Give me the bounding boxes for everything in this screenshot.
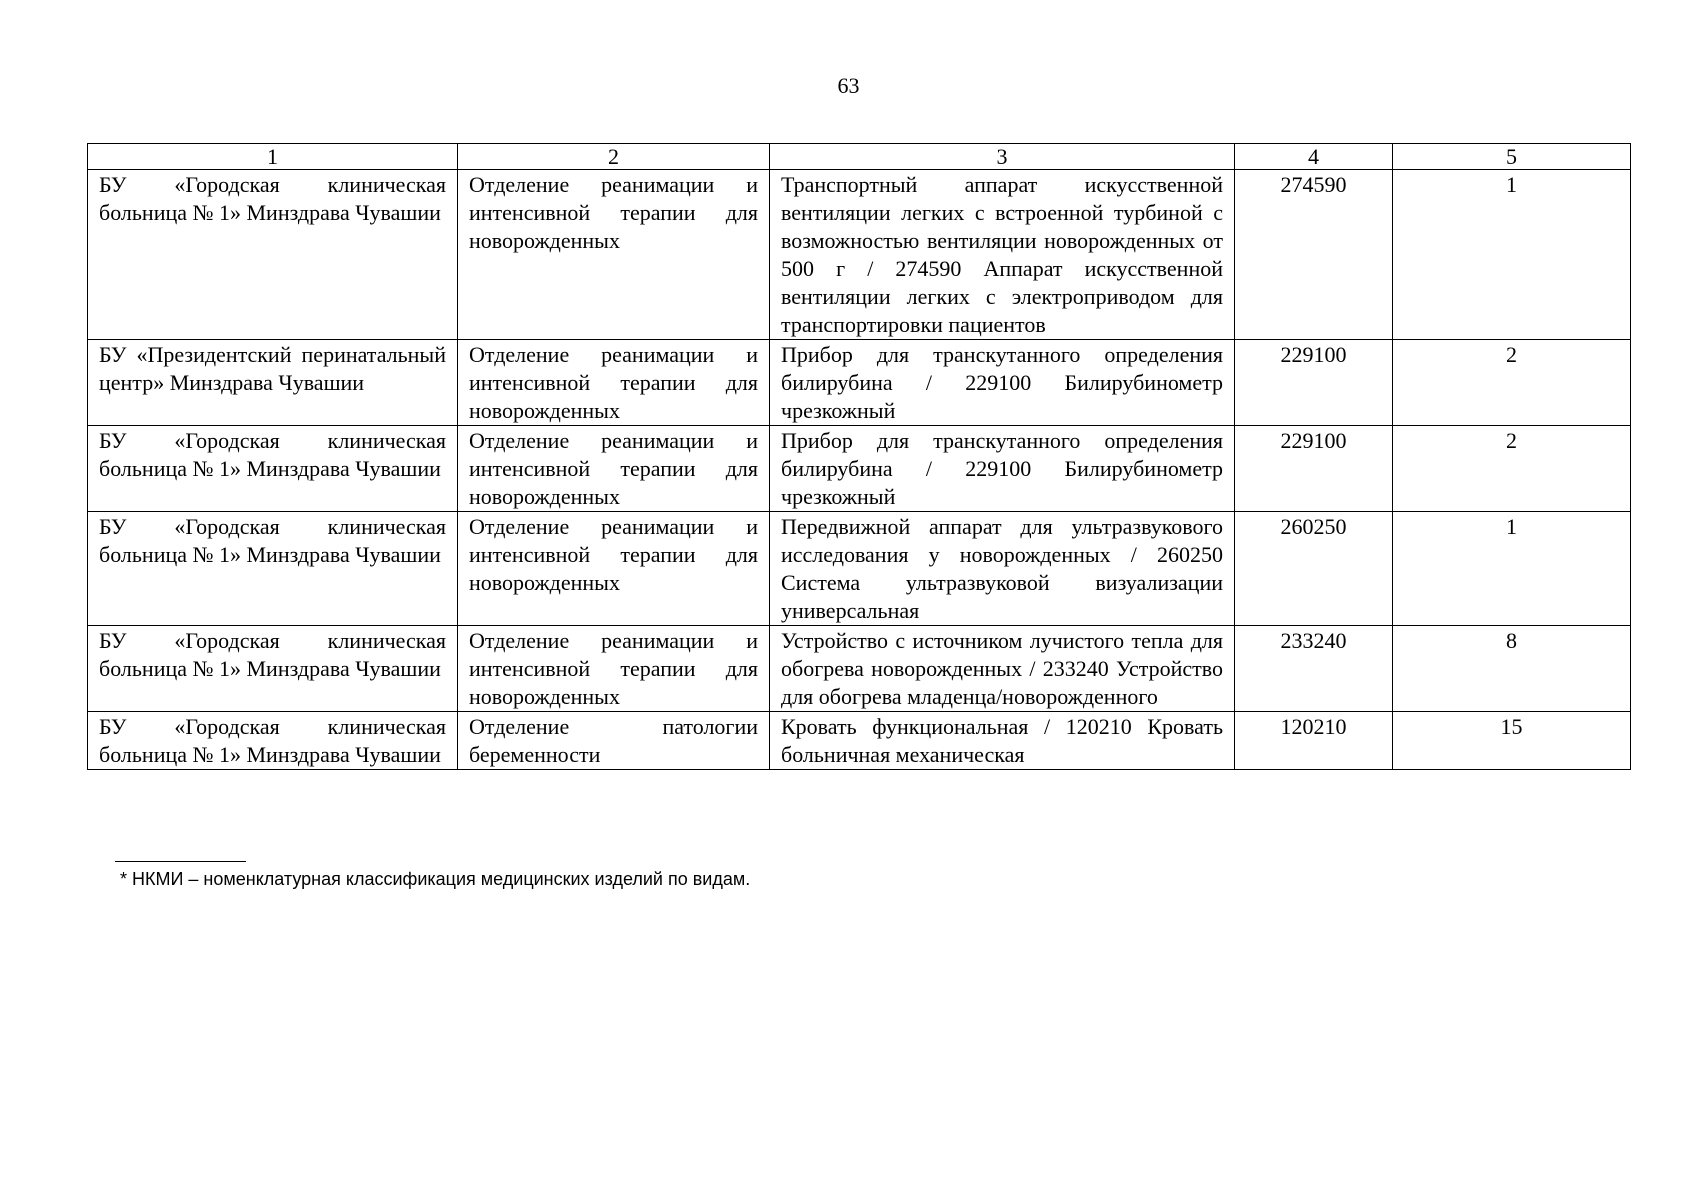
- table-row: [88, 712, 1631, 770]
- table-row: [88, 340, 1631, 426]
- department-cell: Отделение реанимации и интенсивной терапии для новорожденных: [458, 340, 770, 426]
- page-number: 63: [837, 73, 860, 98]
- department-cell: Отделение реанимации и интенсивной терапии для новорожденных: [458, 170, 770, 340]
- device-description-cell: Транспортный аппарат искусственной вентиляции легких с встроенной турбиной с возможностью вентиляции новорожденных от 500 г / 274590 Аппарат искусственной вентиляции легких с электроприводом для транспортировки пациентов: [770, 170, 1235, 340]
- column-header-5: 5: [1393, 144, 1631, 170]
- quantity-cell: 2: [1393, 426, 1631, 512]
- table-header-row: [88, 144, 1631, 170]
- quantity-cell: 1: [1393, 170, 1631, 340]
- device-description-cell: Кровать функциональная / 120210 Кровать больничная механическая: [770, 712, 1235, 770]
- organization-cell: БУ «Президентский перинатальный центр» Минздрава Чувашии: [88, 340, 458, 426]
- nkmi-code-cell: 260250: [1235, 512, 1393, 626]
- nkmi-code-cell: 229100: [1235, 340, 1393, 426]
- column-header-1: 1: [88, 144, 458, 170]
- column-header-2: 2: [458, 144, 770, 170]
- organization-cell: БУ «Городская клиническая больница № 1» Минздрава Чувашии: [88, 512, 458, 626]
- quantity-cell: 1: [1393, 512, 1631, 626]
- quantity-cell: 2: [1393, 340, 1631, 426]
- department-cell: Отделение патологии беременности: [458, 712, 770, 770]
- organization-cell: БУ «Городская клиническая больница № 1» Минздрава Чувашии: [88, 712, 458, 770]
- nkmi-code-cell: 120210: [1235, 712, 1393, 770]
- footnote: * НКМИ – номенклатурная классификация медицинских изделий по видам.: [120, 869, 751, 889]
- device-description-cell: Прибор для транскутанного определения билирубина / 229100 Билирубинометр чрезкожный: [770, 426, 1235, 512]
- organization-cell: БУ «Городская клиническая больница № 1» Минздрава Чувашии: [88, 626, 458, 712]
- device-description-cell: Прибор для транскутанного определения билирубина / 229100 Билирубинометр чрезкожный: [770, 340, 1235, 426]
- quantity-cell: 15: [1393, 712, 1631, 770]
- quantity-cell: 8: [1393, 626, 1631, 712]
- device-description-cell: Устройство с источником лучистого тепла для обогрева новорожденных / 233240 Устройство для обогрева младенца/новорожденного: [770, 626, 1235, 712]
- nkmi-code-cell: 233240: [1235, 626, 1393, 712]
- department-cell: Отделение реанимации и интенсивной терапии для новорожденных: [458, 626, 770, 712]
- nkmi-code-cell: 274590: [1235, 170, 1393, 340]
- organization-cell: БУ «Городская клиническая больница № 1» Минздрава Чувашии: [88, 426, 458, 512]
- device-description-cell: Передвижной аппарат для ультразвукового исследования у новорожденных / 260250 Система ультразвуковой визуализации универсальная: [770, 512, 1235, 626]
- table-row: [88, 626, 1631, 712]
- column-header-3: 3: [770, 144, 1235, 170]
- equipment-table: [87, 143, 1631, 770]
- table-row: [88, 426, 1631, 512]
- organization-cell: БУ «Городская клиническая больница № 1» Минздрава Чувашии: [88, 170, 458, 340]
- nkmi-code-cell: 229100: [1235, 426, 1393, 512]
- department-cell: Отделение реанимации и интенсивной терапии для новорожденных: [458, 512, 770, 626]
- table-row: [88, 170, 1631, 340]
- department-cell: Отделение реанимации и интенсивной терапии для новорожденных: [458, 426, 770, 512]
- column-header-4: 4: [1235, 144, 1393, 170]
- table-row: [88, 512, 1631, 626]
- footnote-separator: [115, 861, 246, 862]
